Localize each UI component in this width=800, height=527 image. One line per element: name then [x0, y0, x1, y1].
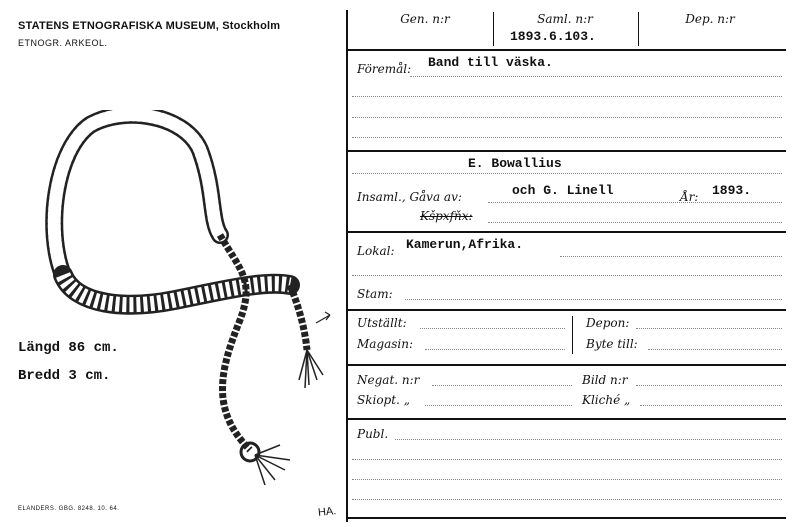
utstallt-label: Utställt:: [357, 316, 407, 330]
depon-label: Depon:: [586, 316, 630, 330]
dep-label: Dep. n:r: [685, 12, 735, 26]
dotted-line: [352, 117, 782, 118]
saml-label: Saml. n:r: [537, 12, 593, 26]
dotted-line: [352, 173, 782, 174]
dotted-line: [488, 202, 782, 203]
header-divider-2: [638, 12, 639, 46]
woven-band-drawing: [15, 110, 345, 500]
header-rule: [348, 49, 786, 51]
donor-line-1: E. Bowallius: [468, 156, 562, 171]
dotted-line: [420, 328, 565, 329]
publ-label: Publ.: [357, 427, 389, 441]
printer-imprint: ELANDERS. GBG. 8248. 10. 64.: [18, 506, 120, 512]
header-divider-1: [493, 12, 494, 46]
section-rule: [348, 364, 786, 366]
stam-label: Stam:: [357, 287, 393, 301]
byte-label: Byte till:: [586, 337, 638, 351]
museum-name: STATENS ETNOGRAFISKA MUSEUM, Stockholm: [18, 20, 281, 32]
saml-value: 1893.6.103.: [510, 29, 596, 44]
section-rule: [348, 418, 786, 420]
width-text: Bredd 3 cm.: [18, 368, 111, 384]
foremal-value: Band till väska.: [428, 55, 553, 70]
negat-label: Negat. n:r: [357, 373, 420, 387]
dotted-line: [648, 349, 782, 350]
department-label: ETNOGR. ARKEOL.: [18, 38, 108, 48]
dotted-line: [488, 222, 782, 223]
card-left-border: [346, 10, 348, 522]
dotted-line: [352, 459, 782, 460]
dotted-line: [352, 137, 782, 138]
donor-line-2: och G. Linell: [512, 183, 614, 198]
section-rule: [348, 231, 786, 233]
dotted-line: [352, 96, 782, 97]
ar-value: 1893.: [712, 183, 752, 198]
dotted-line: [352, 499, 782, 500]
bild-label: Bild n:r: [582, 373, 628, 387]
magasin-label: Magasin:: [357, 337, 414, 351]
dotted-line: [425, 349, 565, 350]
lokal-value: Kamerun,Afrika.: [406, 237, 524, 252]
dotted-line: [405, 299, 782, 300]
insaml-label: Insaml., Gåva av:: [357, 190, 462, 204]
dotted-line: [425, 405, 572, 406]
dotted-line: [560, 256, 782, 257]
gen-label: Gen. n:r: [400, 12, 450, 26]
dotted-line: [395, 439, 782, 440]
card-bottom-rule: [348, 517, 786, 519]
section-rule: [348, 309, 786, 311]
dotted-line: [352, 275, 782, 276]
section-rule: [348, 150, 786, 152]
struck-field-label: Kšpxfňx:: [420, 209, 473, 223]
dotted-line: [432, 385, 572, 386]
utstallt-divider: [572, 316, 573, 354]
initials-signature: HA.: [317, 505, 337, 519]
dotted-line: [410, 76, 782, 77]
length-text: Längd 86 cm.: [18, 340, 119, 356]
lokal-label: Lokal:: [357, 244, 395, 258]
dotted-line: [352, 479, 782, 480]
dotted-line: [636, 385, 782, 386]
dotted-line: [636, 328, 782, 329]
skiopt-label: Skiopt. „: [357, 393, 410, 407]
dotted-line: [640, 405, 782, 406]
foremal-label: Föremål:: [357, 62, 412, 76]
kliche-label: Kliché „: [582, 393, 631, 407]
ar-label: År:: [680, 190, 699, 204]
